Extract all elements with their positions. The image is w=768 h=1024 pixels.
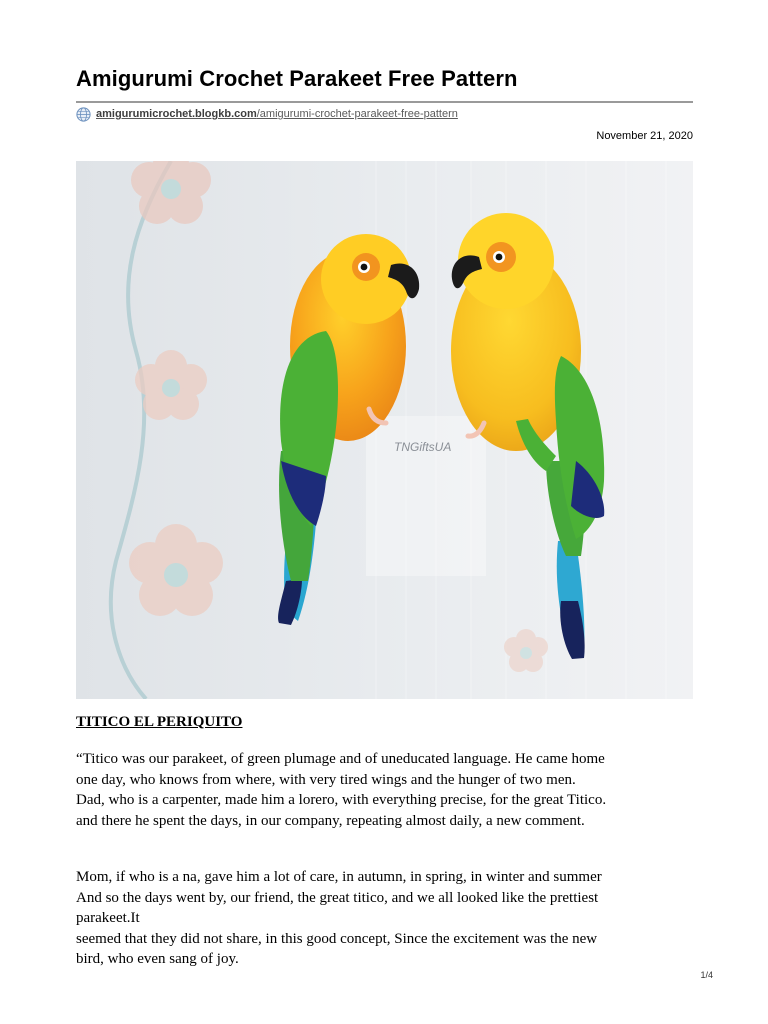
title-divider xyxy=(76,101,693,103)
page-number: 1/4 xyxy=(700,970,713,980)
paragraph-line: parakeet.It xyxy=(76,910,140,927)
globe-icon xyxy=(76,107,91,122)
source-link[interactable] xyxy=(76,106,458,122)
paragraph-1 xyxy=(76,749,716,831)
source-domain: amigurumicrochet.blogkb.com xyxy=(96,108,257,120)
paragraph-line: And so the days went by, our friend, the great titico, and we all looked like the prettiest xyxy=(76,889,599,906)
publish-date: November 21, 2020 xyxy=(596,130,693,142)
paragraph-line: one day, who knows from where, with very tired wings and the hunger of two men. xyxy=(76,771,576,788)
parakeet-photo xyxy=(76,161,693,699)
paragraph-line: Mom, if who is a na, gave him a lot of care, in autumn, in spring, in winter and summer xyxy=(76,869,602,885)
story-heading: TITICO EL PERIQUITO xyxy=(76,714,243,730)
paragraph-line: seemed that they did not share, in this good concept, Since the excitement was the new xyxy=(76,930,598,947)
page-title: Amigurumi Crochet Parakeet Free Pattern xyxy=(76,66,518,91)
paragraph-2 xyxy=(76,867,716,970)
paragraph-line: Dad, who is a carpenter, made him a lorero, with everything precise, for the great Titico. xyxy=(76,792,607,809)
paragraph-line: “Titico was our parakeet, of green plumage and of uneducated language. He came home xyxy=(76,751,605,767)
paragraph-line: and there he spent the days, in our company, repeating almost daily, a new comment. xyxy=(76,812,585,829)
source-path: /amigurumi-crochet-parakeet-free-pattern xyxy=(256,108,458,120)
source-url[interactable] xyxy=(96,108,458,120)
paragraph-line: bird, who even sang of joy. xyxy=(76,951,239,968)
photo-watermark: TNGiftsUA xyxy=(394,440,452,454)
